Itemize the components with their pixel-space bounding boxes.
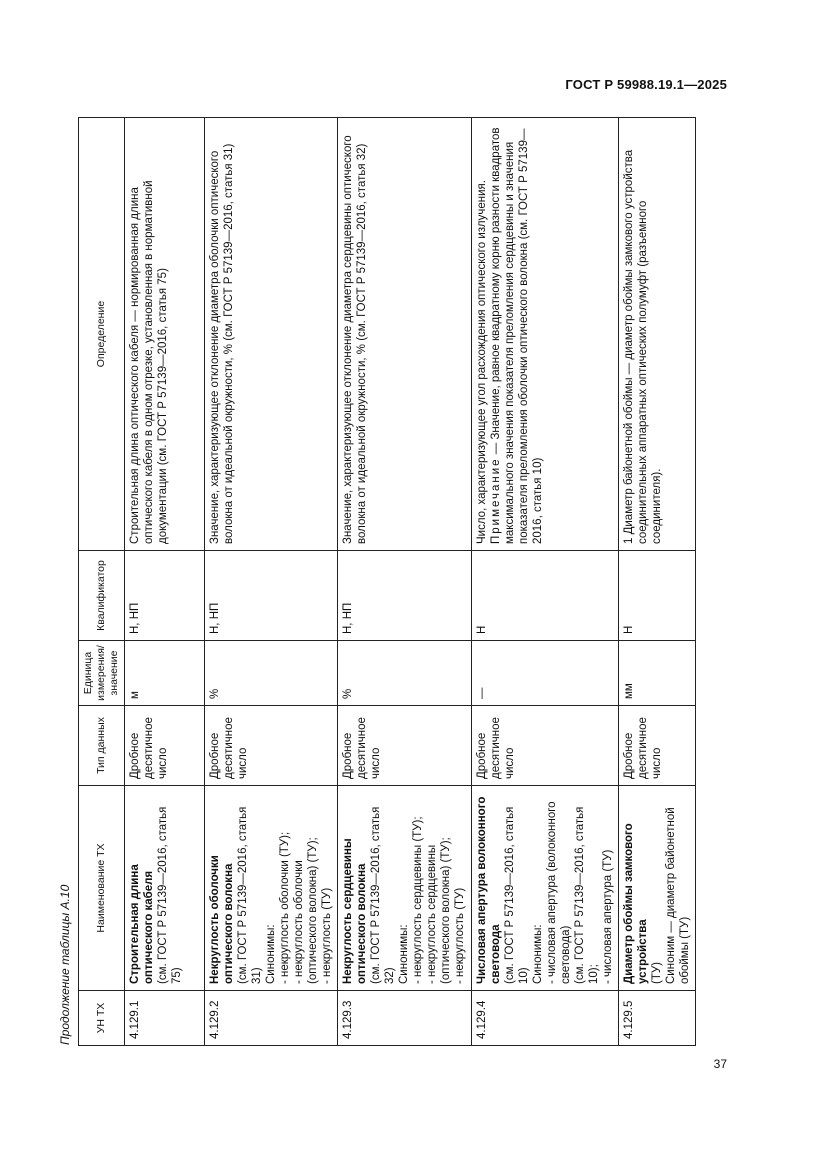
rotated-table-container: [78, 118, 692, 1046]
column-header-unit: Единица измерения/значение: [79, 641, 125, 706]
row-name-title: Строительная длина оптического кабеля: [129, 864, 156, 984]
table-row: [619, 118, 696, 1046]
row-type: Дробное десятичное число: [205, 706, 338, 786]
row-id: 4.129.4: [472, 991, 619, 1046]
row-name-title: Некруглость оболочки оптического волокна: [209, 855, 236, 984]
row-definition-text: Число, характеризующее угол расхождения оптического излучения.: [476, 180, 489, 544]
row-name-line: (см. ГОСТ Р 57139—2016, статья 10): [504, 806, 531, 984]
row-name: [338, 786, 472, 991]
row-unit: —: [472, 641, 619, 706]
note-label: Примечание: [490, 457, 503, 544]
row-name: [125, 786, 205, 991]
row-name-line: - некруглость оболочки (ТУ);: [279, 831, 292, 984]
row-name-line: - некруглость сердцевины (оптического волокна) (ТУ);: [426, 837, 453, 984]
row-name-line: Синонимы:: [532, 924, 545, 984]
row-type: Дробное десятичное число: [338, 706, 472, 786]
standard-code: ГОСТ Р 59988.19.1—2025: [565, 77, 727, 92]
row-definition: Значение, характеризующее отклонение диаметра сердцевины оптического волокна от идеальной окружности, % (см. ГОСТ Р 57139—2016, статья 32): [338, 118, 472, 551]
row-qualifier: Н: [472, 551, 619, 641]
table-header-row: [79, 118, 125, 1046]
note-text: — Значение, равное квадратному корню разности квадратов максимального значения показателя преломления сердцевины и значения показателя преломления оболочки оптического волокна (см. ГОСТ Р 57139—2016, статья 10): [490, 127, 545, 544]
row-type: Дробное десятичное число: [472, 706, 619, 786]
table-row: [472, 118, 619, 1046]
row-name-line: Синонимы:: [265, 924, 278, 984]
column-header-definition: Определение: [79, 118, 125, 551]
column-header-name: Наименование ТХ: [79, 786, 125, 991]
row-name-line: - числовая апертура (волоконного световода): [546, 801, 573, 984]
row-name: [619, 786, 696, 991]
row-name-line: - некруглость оболочки (оптического волокна) (ТУ);: [293, 837, 320, 984]
row-name-line: Синонимы:: [398, 924, 411, 984]
row-definition-note: [489, 124, 545, 544]
row-name: [472, 786, 619, 991]
row-name-line: - некруглость (ТУ): [321, 887, 334, 984]
column-header-type: Тип данных: [79, 706, 125, 786]
row-name-line: - некруглость (ТУ): [454, 887, 467, 984]
table-row: [205, 118, 338, 1046]
row-definition: 1 Диаметр байонетной обоймы — диаметр обоймы замкового устройства соединительных аппаратных оптических полумуфт (разъемного соединителя).: [619, 118, 696, 551]
characteristics-table: [78, 117, 696, 1046]
row-name-line: (см. ГОСТ Р 57139—2016, статья 10);: [574, 806, 601, 984]
row-id: 4.129.3: [338, 991, 472, 1046]
column-header-id: УН ТХ: [79, 991, 125, 1046]
page-number: 37: [713, 1057, 727, 1071]
row-name: [205, 786, 338, 991]
table-row: [125, 118, 205, 1046]
row-unit: мм: [619, 641, 696, 706]
row-qualifier: Н, НП: [125, 551, 205, 641]
row-name-title: Числовая апертура волоконного световода: [476, 796, 503, 984]
column-header-qualifier: Квалификатор: [79, 551, 125, 641]
row-name-line: (ТУ): [651, 962, 664, 984]
row-type: Дробное десятичное число: [125, 706, 205, 786]
row-name-line: - числовая апертура (ТУ): [602, 849, 615, 984]
row-qualifier: Н: [619, 551, 696, 641]
table-caption: Продолжение таблицы А.10: [58, 884, 72, 1045]
row-definition: Значение, характеризующее отклонение диаметра оболочки оптического волокна от идеальной окружности, % (см. ГОСТ Р 57139—2016, статья 31): [205, 118, 338, 551]
row-id: 4.129.1: [125, 991, 205, 1046]
table-row: [338, 118, 472, 1046]
row-unit: %: [338, 641, 472, 706]
row-name-line: Синоним — диаметр байонетной обоймы (ТУ): [665, 807, 692, 984]
row-type: Дробное десятичное число: [619, 706, 696, 786]
row-name-line: - некруглость сердцевины (ТУ);: [412, 816, 425, 984]
row-name-title: Диаметр обоймы замкового устройства: [623, 823, 650, 984]
row-id: 4.129.2: [205, 991, 338, 1046]
row-definition: [472, 118, 619, 551]
row-name-line: (см. ГОСТ Р 57139—2016, статья 31): [237, 806, 264, 984]
row-definition: Строительная длина оптического кабеля — нормированная длина оптического кабеля в одном отрезке, установленная в нормативной документации (см. ГОСТ Р 57139—2016, статья 75): [125, 118, 205, 551]
row-name-line: (см. ГОСТ Р 57139—2016, статья 75): [157, 806, 184, 984]
row-qualifier: Н, НП: [205, 551, 338, 641]
row-name-line: (см. ГОСТ Р 57139—2016, статья 32): [370, 806, 397, 984]
row-qualifier: Н, НП: [338, 551, 472, 641]
row-id: 4.129.5: [619, 991, 696, 1046]
row-unit: м: [125, 641, 205, 706]
row-name-title: Некруглость сердцевины оптического волокна: [342, 838, 369, 984]
row-unit: %: [205, 641, 338, 706]
